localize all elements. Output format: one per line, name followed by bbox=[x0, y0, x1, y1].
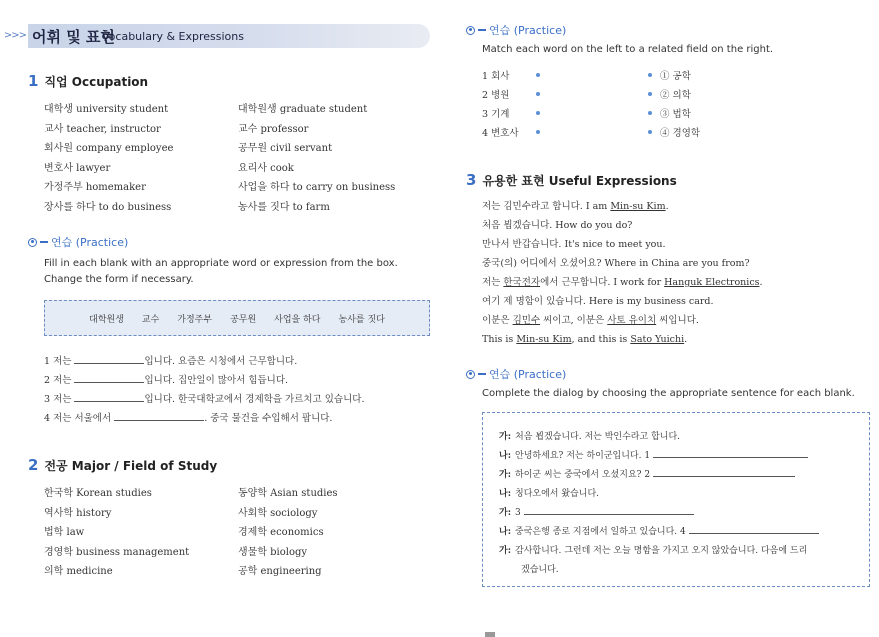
section-1-title: 직업 Occupation bbox=[44, 75, 149, 89]
box-word: 교수 bbox=[141, 314, 160, 325]
occupation-item: 교수 professor bbox=[238, 123, 309, 135]
dialog-line: 가: 3 bbox=[499, 505, 694, 518]
dialog-blank[interactable] bbox=[689, 524, 819, 534]
section-1-number: 1 bbox=[28, 72, 39, 90]
expression-line: 여기 제 명함이 있습니다. Here is my business card. bbox=[482, 296, 714, 307]
occupation-list-left bbox=[44, 100, 173, 217]
exercise-item: 4 저는 서울에서 . 중국 물건을 수입해서 팝니다. bbox=[44, 413, 333, 424]
page-edge-mark bbox=[485, 632, 495, 637]
major-list-right bbox=[238, 484, 338, 582]
dialog-line: 나: 칭다오에서 왔습니다. bbox=[499, 489, 599, 499]
practice-dash bbox=[40, 241, 48, 243]
major-item: 생물학 biology bbox=[238, 546, 308, 558]
banner-title-ko: 어휘 및 표현 bbox=[32, 28, 115, 46]
occupation-item: 대학생 university student bbox=[44, 104, 169, 115]
practice-1-items bbox=[44, 352, 364, 428]
occupation-list-right bbox=[238, 100, 395, 217]
major-item: 한국학 Korean studies bbox=[44, 488, 152, 499]
answer-blank[interactable] bbox=[114, 411, 204, 421]
match-dot-left[interactable] bbox=[536, 111, 540, 115]
match-dot-left[interactable] bbox=[536, 130, 540, 134]
practice-2-label bbox=[466, 22, 566, 38]
practice-circle-icon bbox=[466, 26, 475, 35]
section-3-title: 유용한 표현 Useful Expressions bbox=[482, 174, 677, 188]
match-dot-left[interactable] bbox=[536, 73, 540, 77]
match-dot-left[interactable] bbox=[536, 92, 540, 96]
answer-blank[interactable] bbox=[74, 354, 144, 364]
major-item: 공학 engineering bbox=[238, 566, 322, 577]
expression-line: This is Min-su Kim, and this is Sato Yuichi. bbox=[482, 334, 688, 345]
section-1-heading bbox=[28, 72, 148, 90]
match-right-item: ④ 경영학 bbox=[660, 128, 701, 139]
section-3-number: 3 bbox=[466, 171, 477, 189]
major-item: 역사학 history bbox=[44, 507, 112, 519]
exercise-item: 1 저는 입니다. 요즘은 시청에서 근무합니다. bbox=[44, 356, 298, 367]
match-left-list bbox=[482, 67, 519, 143]
practice-dash bbox=[478, 373, 486, 375]
practice-3-label-text: 연습 (Practice) bbox=[489, 368, 567, 381]
occupation-item: 가정주부 homemaker bbox=[44, 182, 146, 193]
section-banner bbox=[2, 24, 430, 48]
occupation-item: 요리사 cook bbox=[238, 162, 294, 174]
useful-expressions-list bbox=[482, 197, 763, 349]
dialog-line: 나: 중국은행 종로 지점에서 일하고 있습니다. 4 bbox=[499, 524, 819, 537]
expression-line: 이분은 김민수 씨이고, 이분은 사토 유이치 씨입니다. bbox=[482, 315, 699, 326]
practice-1-label bbox=[28, 234, 128, 250]
expression-line: 만나서 반갑습니다. It's nice to meet you. bbox=[482, 239, 666, 250]
practice-2-instruction: Match each word on the left to a related field on the right. bbox=[482, 44, 774, 55]
match-dot-right[interactable] bbox=[648, 130, 652, 134]
dialog-blank[interactable] bbox=[653, 448, 808, 458]
major-item: 동양학 Asian studies bbox=[238, 488, 338, 499]
section-2-heading bbox=[28, 456, 217, 474]
occupation-item: 장사를 하다 to do business bbox=[44, 201, 172, 213]
match-right-item: ② 의학 bbox=[660, 90, 691, 101]
practice-circle-icon bbox=[466, 370, 475, 379]
dialog-line: 나: 안녕하세요? 저는 하이군입니다. 1 bbox=[499, 448, 808, 461]
dialog-line: 겠습니다. bbox=[521, 565, 559, 575]
match-dot-right[interactable] bbox=[648, 111, 652, 115]
dialog-blank[interactable] bbox=[524, 505, 694, 515]
section-3-heading bbox=[466, 171, 677, 189]
major-list-left bbox=[44, 484, 189, 582]
occupation-item: 변호사 lawyer bbox=[44, 162, 111, 174]
box-word: 농사를 짓다 bbox=[338, 314, 385, 325]
dialog-line: 가: 감사합니다. 그런데 저는 오늘 명함을 가지고 오지 않았습니다. 다음에 드리 bbox=[499, 546, 808, 556]
occupation-item: 농사를 짓다 to farm bbox=[238, 201, 330, 213]
practice-1-label-text: 연습 (Practice) bbox=[51, 236, 129, 249]
dialog-box bbox=[482, 412, 870, 587]
occupation-item: 사업을 하다 to carry on business bbox=[238, 182, 396, 193]
match-right-item: ③ 법학 bbox=[660, 109, 691, 120]
expression-line: 저는 한국전자에서 근무합니다. I work for Hanguk Electronics. bbox=[482, 277, 763, 288]
match-dot-right[interactable] bbox=[648, 92, 652, 96]
expression-line: 처음 뵙겠습니다. How do you do? bbox=[482, 220, 633, 231]
dialog-line: 가: 하이군 씨는 중국에서 오셨지요? 2 bbox=[499, 467, 795, 480]
match-left-item: 2 병원 bbox=[482, 90, 510, 101]
banner-arrow-tag: >>> bbox=[2, 24, 28, 48]
section-2-number: 2 bbox=[28, 456, 39, 474]
occupation-item: 교사 teacher, instructor bbox=[44, 123, 161, 135]
occupation-item: 회사원 company employee bbox=[44, 143, 174, 154]
expression-line: 저는 김민수라고 합니다. I am Min-su Kim. bbox=[482, 201, 669, 212]
practice-circle-icon bbox=[28, 238, 37, 247]
practice-dash bbox=[478, 29, 486, 31]
occupation-item: 공무원 civil servant bbox=[238, 143, 333, 154]
practice-3-label bbox=[466, 366, 566, 382]
dialog-blank[interactable] bbox=[653, 467, 795, 477]
word-box bbox=[44, 300, 430, 336]
section-2-title: 전공 Major / Field of Study bbox=[44, 459, 218, 473]
major-item: 법학 law bbox=[44, 527, 85, 538]
practice-3-instruction: Complete the dialog by choosing the appropriate sentence for each blank. bbox=[482, 388, 855, 399]
match-left-item: 1 회사 bbox=[482, 71, 510, 82]
banner-title-en: Vocabulary & Expressions bbox=[102, 30, 244, 43]
major-item: 경제학 economics bbox=[238, 527, 324, 538]
exercise-item: 3 저는 입니다. 한국대학교에서 경제학을 가르치고 있습니다. bbox=[44, 394, 365, 405]
major-item: 경영학 business management bbox=[44, 546, 190, 558]
occupation-item: 대학원생 graduate student bbox=[238, 104, 368, 115]
dialog-line: 가: 처음 뵙겠습니다. 저는 박인수라고 합니다. bbox=[499, 432, 680, 442]
major-item: 의학 medicine bbox=[44, 566, 113, 577]
match-dot-right[interactable] bbox=[648, 73, 652, 77]
box-word: 사업을 하다 bbox=[274, 314, 321, 325]
expression-line: 중국(의) 어디에서 오셨어요? Where in China are you from? bbox=[482, 258, 750, 269]
match-left-item: 3 기계 bbox=[482, 109, 510, 120]
box-word: 공무원 bbox=[230, 314, 257, 325]
exercise-item: 2 저는 입니다. 집안일이 많아서 힘듭니다. bbox=[44, 375, 289, 386]
box-word: 대학원생 bbox=[89, 314, 124, 325]
major-item: 사회학 sociology bbox=[238, 507, 318, 519]
match-right-list bbox=[660, 67, 700, 143]
answer-blank[interactable] bbox=[74, 392, 144, 402]
practice-2-label-text: 연습 (Practice) bbox=[489, 24, 567, 37]
match-left-item: 4 변호사 bbox=[482, 128, 519, 139]
box-word: 가정주부 bbox=[177, 314, 213, 325]
match-right-item: ① 공학 bbox=[660, 71, 691, 82]
answer-blank[interactable] bbox=[74, 373, 144, 383]
practice-1-instruction: Fill in each blank with an appropriate word or expression from the box. Change the form if necessary. bbox=[44, 258, 398, 285]
